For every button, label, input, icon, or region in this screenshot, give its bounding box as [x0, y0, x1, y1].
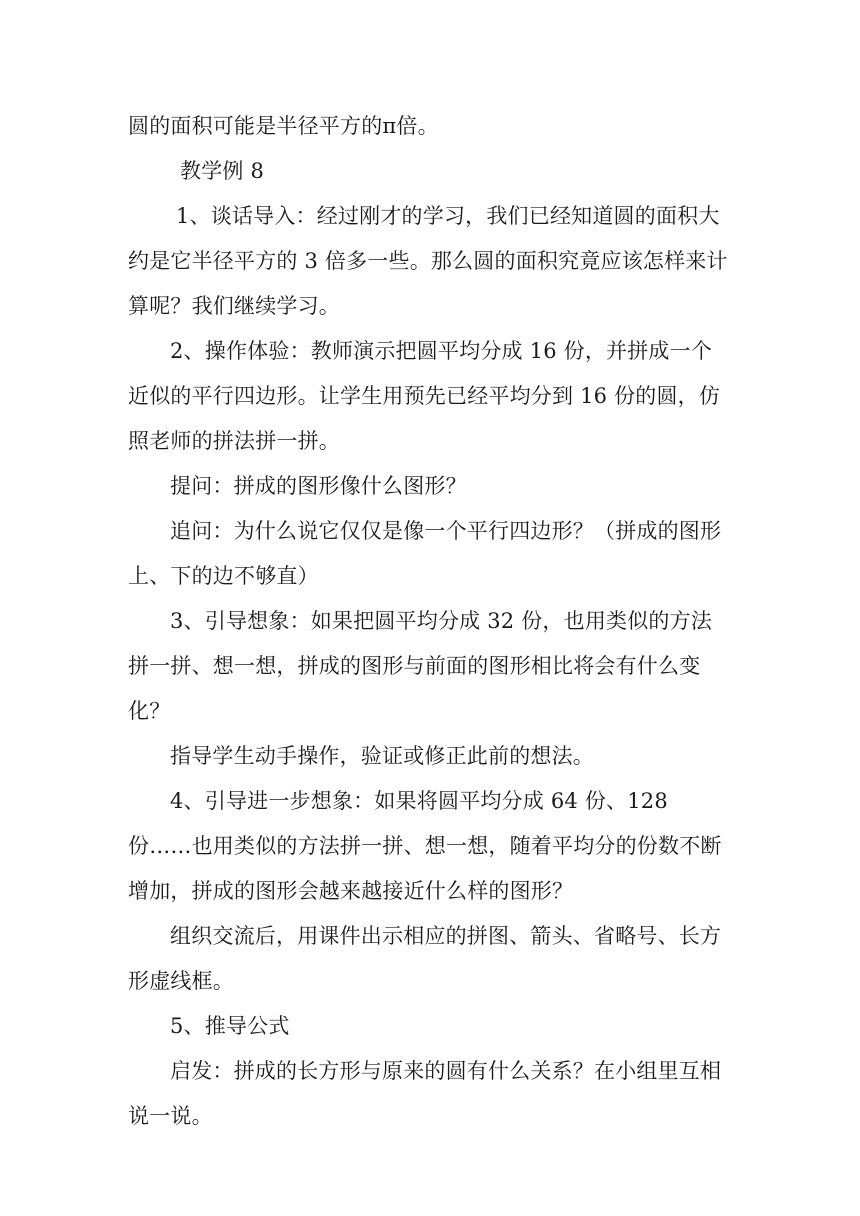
paragraph-example-heading: 教学例 8 — [180, 159, 265, 183]
paragraph-step-3: 3、引导想象：如果把圆平均分成 32 份，也用类似的方法拼一拼、想一想，拼成的图形与前面的图形相比将会有什么变化？ — [128, 609, 713, 723]
paragraph-conclusion: 圆的面积可能是半径平方的π倍。 — [128, 114, 439, 138]
paragraph-step-2: 2、操作体验：教师演示把圆平均分成 16 份，并拼成一个近似的平行四边形。让学生用预先已经平均分到 16 份的圆，仿照老师的拼法拼一拼。 — [128, 339, 721, 453]
paragraph-inspire: 启发：拼成的长方形与原来的圆有什么关系？在小组里互相说一说。 — [128, 1059, 722, 1128]
paragraph-guidance: 指导学生动手操作，验证或修正此前的想法。 — [170, 744, 594, 768]
paragraph-exchange: 组织交流后，用课件出示相应的拼图、箭头、省略号、长方形虚线框。 — [128, 924, 722, 993]
paragraph-step-4: 4、引导进一步想象：如果将圆平均分成 64 份、128 份……也用类似的方法拼一拼、想一想，随着平均分的份数不断增加，拼成的图形会越来越接近什么样的图形？ — [128, 789, 722, 903]
paragraph-question: 提问：拼成的图形像什么图形？ — [170, 474, 467, 498]
document-body — [128, 104, 732, 1139]
paragraph-step-5: 5、推导公式 — [170, 1014, 290, 1038]
paragraph-follow-up: 追问：为什么说它仅仅是像一个平行四边形？（拼成的图形上、下的边不够直） — [128, 519, 722, 588]
paragraph-step-1: 1、谈话导入：经过刚才的学习，我们已经知道圆的面积大约是它半径平方的 3 倍多一些。那么圆的面积究竟应该怎样来计算呢？我们继续学习。 — [128, 204, 728, 318]
